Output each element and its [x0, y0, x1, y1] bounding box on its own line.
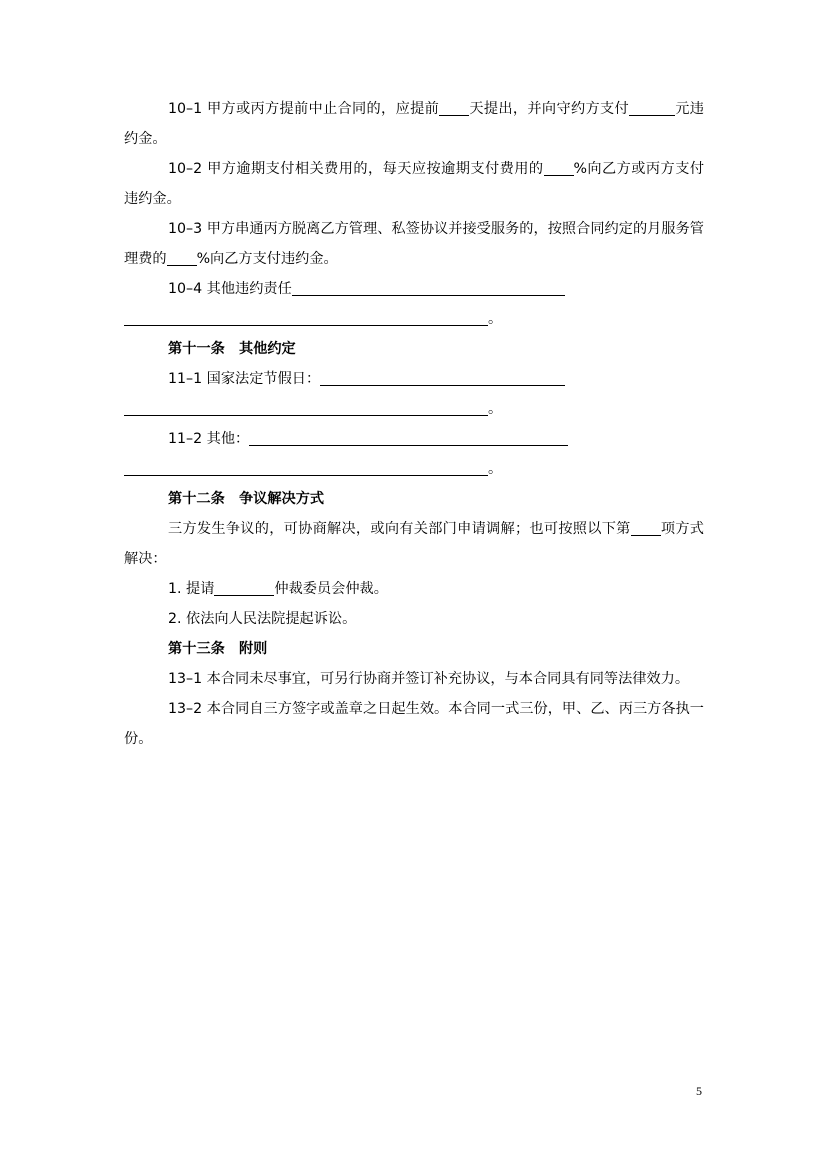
blank-field[interactable] [629, 101, 675, 116]
clause-11-1: 11–1 国家法定节假日： [124, 364, 704, 394]
blank-field[interactable] [631, 521, 661, 536]
page-number: 5 [696, 1084, 702, 1098]
article-12-heading: 第十二条 争议解决方式 [168, 491, 325, 507]
clause-12-option-1: 1. 提请 仲裁委员会仲裁。 [168, 581, 388, 597]
clause-13-2: 13–2 本合同自三方签字或盖章之日起生效。本合同一式三份，甲、乙、丙三方各执一份。 [124, 701, 704, 747]
clause-11-2-line2: 。 [124, 454, 704, 484]
clause-10-3: 10–3 甲方串通丙方脱离乙方管理、私签协议并接受服务的，按照合同约定的月服务管理费的 %向乙方支付违约金。 [124, 221, 704, 267]
blank-field[interactable] [544, 161, 574, 176]
blank-field[interactable] [124, 461, 488, 476]
document-body [124, 94, 704, 754]
blank-field[interactable] [214, 581, 274, 596]
blank-field[interactable] [320, 371, 565, 386]
clause-11-2: 11–2 其他： [124, 424, 704, 454]
blank-field[interactable] [439, 101, 469, 116]
article-11-heading: 第十一条 其他约定 [168, 341, 296, 357]
blank-field[interactable] [124, 401, 488, 416]
article-13-heading: 第十三条 附则 [168, 641, 268, 657]
clause-11-1-line2: 。 [124, 394, 704, 424]
clause-10-4: 10–4 其他违约责任 [124, 274, 704, 304]
clause-12-intro: 三方发生争议的，可协商解决，或向有关部门申请调解；也可按照以下第 项方式解决： [124, 521, 704, 567]
blank-field[interactable] [292, 281, 565, 296]
clause-10-2: 10–2 甲方逾期支付相关费用的，每天应按逾期支付费用的 %向乙方或丙方支付违约金。 [124, 161, 705, 207]
clause-10-1: 10–1 甲方或丙方提前中止合同的，应提前 天提出，并向守约方支付 元违约金。 [124, 101, 704, 147]
clause-13-1: 13–1 本合同未尽事宜，可另行协商并签订补充协议，与本合同具有同等法律效力。 [168, 671, 690, 687]
clause-10-4-line2: 。 [124, 304, 704, 334]
blank-field[interactable] [124, 311, 488, 326]
blank-field[interactable] [249, 431, 568, 446]
blank-field[interactable] [167, 251, 197, 266]
clause-12-option-2: 2. 依法向人民法院提起诉讼。 [168, 611, 357, 627]
